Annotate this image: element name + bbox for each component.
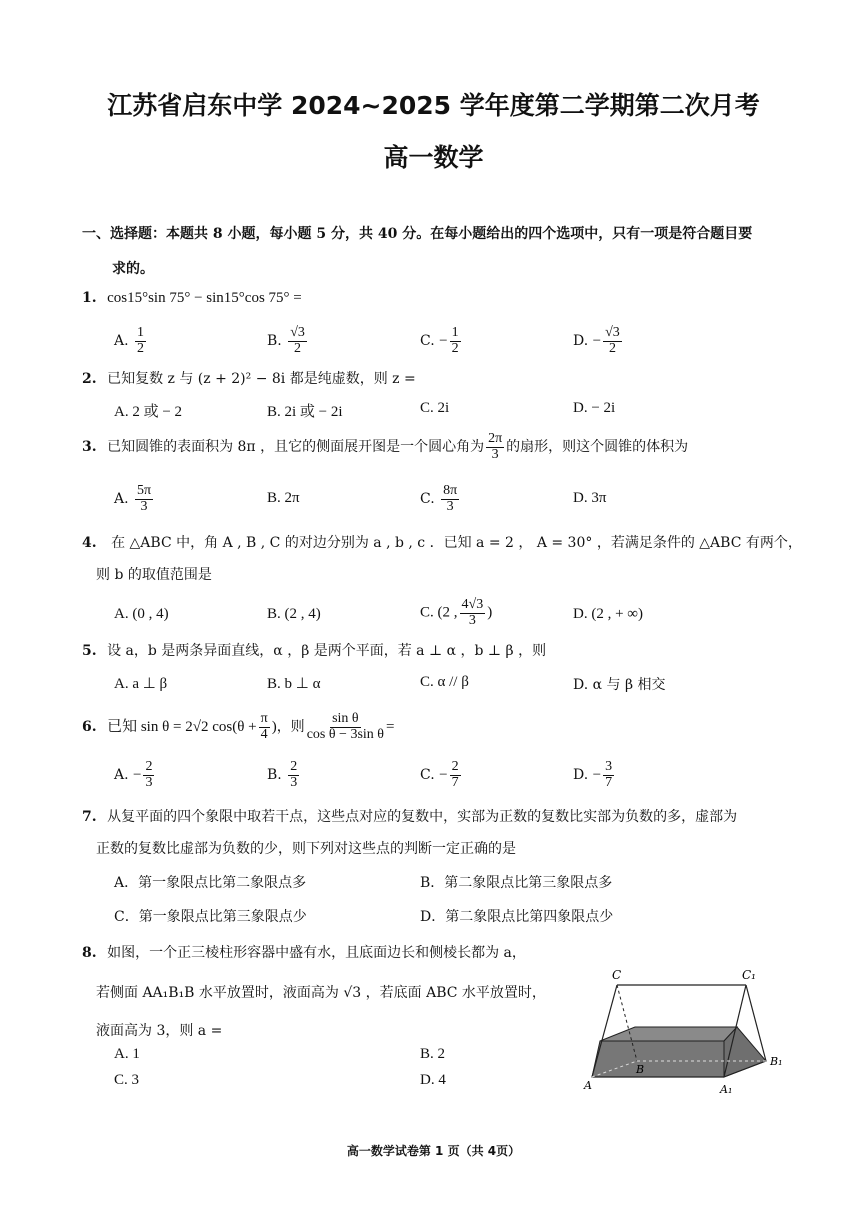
option-a: A. − $\frac{2}{3}$: [114, 759, 153, 790]
option-c: C. 3: [114, 1072, 140, 1088]
question-2: 2. 已知复数 z 与 (z + 2)² − 8i 都是纯虚数，则 z =: [82, 371, 416, 387]
question-1: [82, 290, 302, 307]
label-a1: A₁: [720, 1083, 733, 1096]
question-8-line3: 液面高为 3，则 a =: [96, 1023, 223, 1039]
option-a: A. 1: [114, 1046, 140, 1062]
option-b: B. (2 , 4): [267, 606, 321, 622]
option-b: B. 2: [420, 1046, 446, 1062]
option-b: B．第二象限点比第三象限点多: [420, 875, 613, 891]
option-c: C. − $\frac{2}{7}$: [420, 759, 459, 790]
question-stem: cos15°sin 75° − sin15°cos 75° =: [107, 290, 302, 306]
question-8-line2: 若侧面 AA₁B₁B 水平放置时，液面高为 √3 ，若底面 ABC 水平放置时，: [96, 985, 546, 1001]
question-5: 5. 设 a，b 是两条异面直线，α ，β 是两个平面，若 a ⊥ α ，b ⊥ β ，则: [82, 643, 547, 659]
option-b: B. 2i 或 − 2i: [267, 404, 343, 420]
option-d: D．第二象限点比第四象限点少: [420, 909, 614, 925]
option-c: C. − $\frac{1}{2}$: [420, 325, 459, 356]
question-8: 8. 如图，一个正三棱柱形容器中盛有水，且底面边长和侧棱长都为 a，: [82, 945, 526, 961]
option-c: C. $\frac{8\pi}{3}$: [420, 483, 458, 514]
option-d: D. (2 , + ∞): [573, 606, 643, 622]
prism-figure: [580, 965, 790, 1100]
option-a: A. $\frac{5\pi}{3}$: [114, 483, 152, 514]
section-heading: 一、选择题：本题共 8 小题，每小题 5 分，共 40 分。在每小题给出的四个选项中，只有一项是符合题目要: [82, 226, 753, 242]
option-a: A. $\frac{1}{2}$: [114, 325, 145, 356]
question-number: 1.: [82, 290, 97, 306]
question-4-cont: 则 b 的取值范围是: [96, 567, 212, 583]
option-c: C．第一象限点比第三象限点少: [114, 909, 307, 925]
question-4: 4. 在 △ABC 中，角 A , B , C 的对边分别为 a , b , c ．已知 a = 2 ， A = 30° ，若满足条件的 △ABC 有两个，: [82, 535, 802, 551]
option-a: A. a ⊥ β: [114, 676, 168, 692]
option-b: B. b ⊥ α: [267, 676, 321, 692]
question-7: 7. 从复平面的四个象限中取若干点，这些点对应的复数中，实部为正数的复数比实部为负数的多，虚部为: [82, 809, 738, 825]
option-b: B. $\frac{2}{3}$: [267, 759, 298, 790]
option-a: A．第一象限点比第二象限点多: [114, 875, 307, 891]
question-3: 3. 已知圆锥的表面积为 8π ，且它的侧面展开图是一个圆心角为 $\frac{2\pi}{3}$ 的扇形，则这个圆锥的体积为: [82, 431, 689, 462]
option-a: A. 2 或 − 2: [114, 404, 183, 420]
section-heading-cont: 求的。: [112, 261, 154, 277]
option-a: A. (0 , 4): [114, 606, 169, 622]
option-b: B. 2π: [267, 490, 300, 506]
label-b1: B₁: [770, 1055, 783, 1068]
question-7-cont: 正数的复数比虚部为负数的少，则下列对这些点的判断一定正确的是: [96, 841, 516, 857]
option-d: D. − $\frac{3}{7}$: [573, 759, 613, 790]
label-c: C: [612, 968, 622, 982]
option-d: D. 3π: [573, 490, 607, 506]
page-subtitle: 高一数学: [383, 143, 484, 172]
option-b: B. $\frac{√3}{2}$: [267, 325, 305, 356]
page-title: 江苏省启东中学 2024~2025 学年度第二学期第二次月考: [107, 91, 760, 120]
option-d: D. − $\frac{√3}{2}$: [573, 325, 620, 356]
question-6: 6. 已知 sin θ = 2√2 cos(θ + $\frac{\pi}{4}$ )，则 $\frac{\text{sin θ}}{\text{cos θ − 3sin θ}}$ =: [82, 711, 395, 742]
option-d: D. − 2i: [573, 400, 616, 416]
option-c: C. α // β: [420, 674, 469, 690]
option-d: D. α 与 β 相交: [573, 677, 666, 693]
label-a: A: [584, 1079, 592, 1092]
option-c: C. 2i: [420, 400, 450, 416]
water-surface: [600, 1027, 737, 1041]
option-d: D. 4: [420, 1072, 446, 1088]
water-front: [592, 1041, 724, 1077]
label-b: B: [636, 1063, 645, 1076]
question-stem: 已知复数 z 与 (z + 2)² − 8i 都是纯虚数，则 z =: [107, 371, 416, 387]
option-c: C. (2 , $\frac{4√3}{3}$ ): [420, 597, 493, 628]
page-footer: 高一数学试卷第 1 页（共 4页）: [346, 1144, 521, 1158]
label-c1: C₁: [742, 968, 756, 982]
